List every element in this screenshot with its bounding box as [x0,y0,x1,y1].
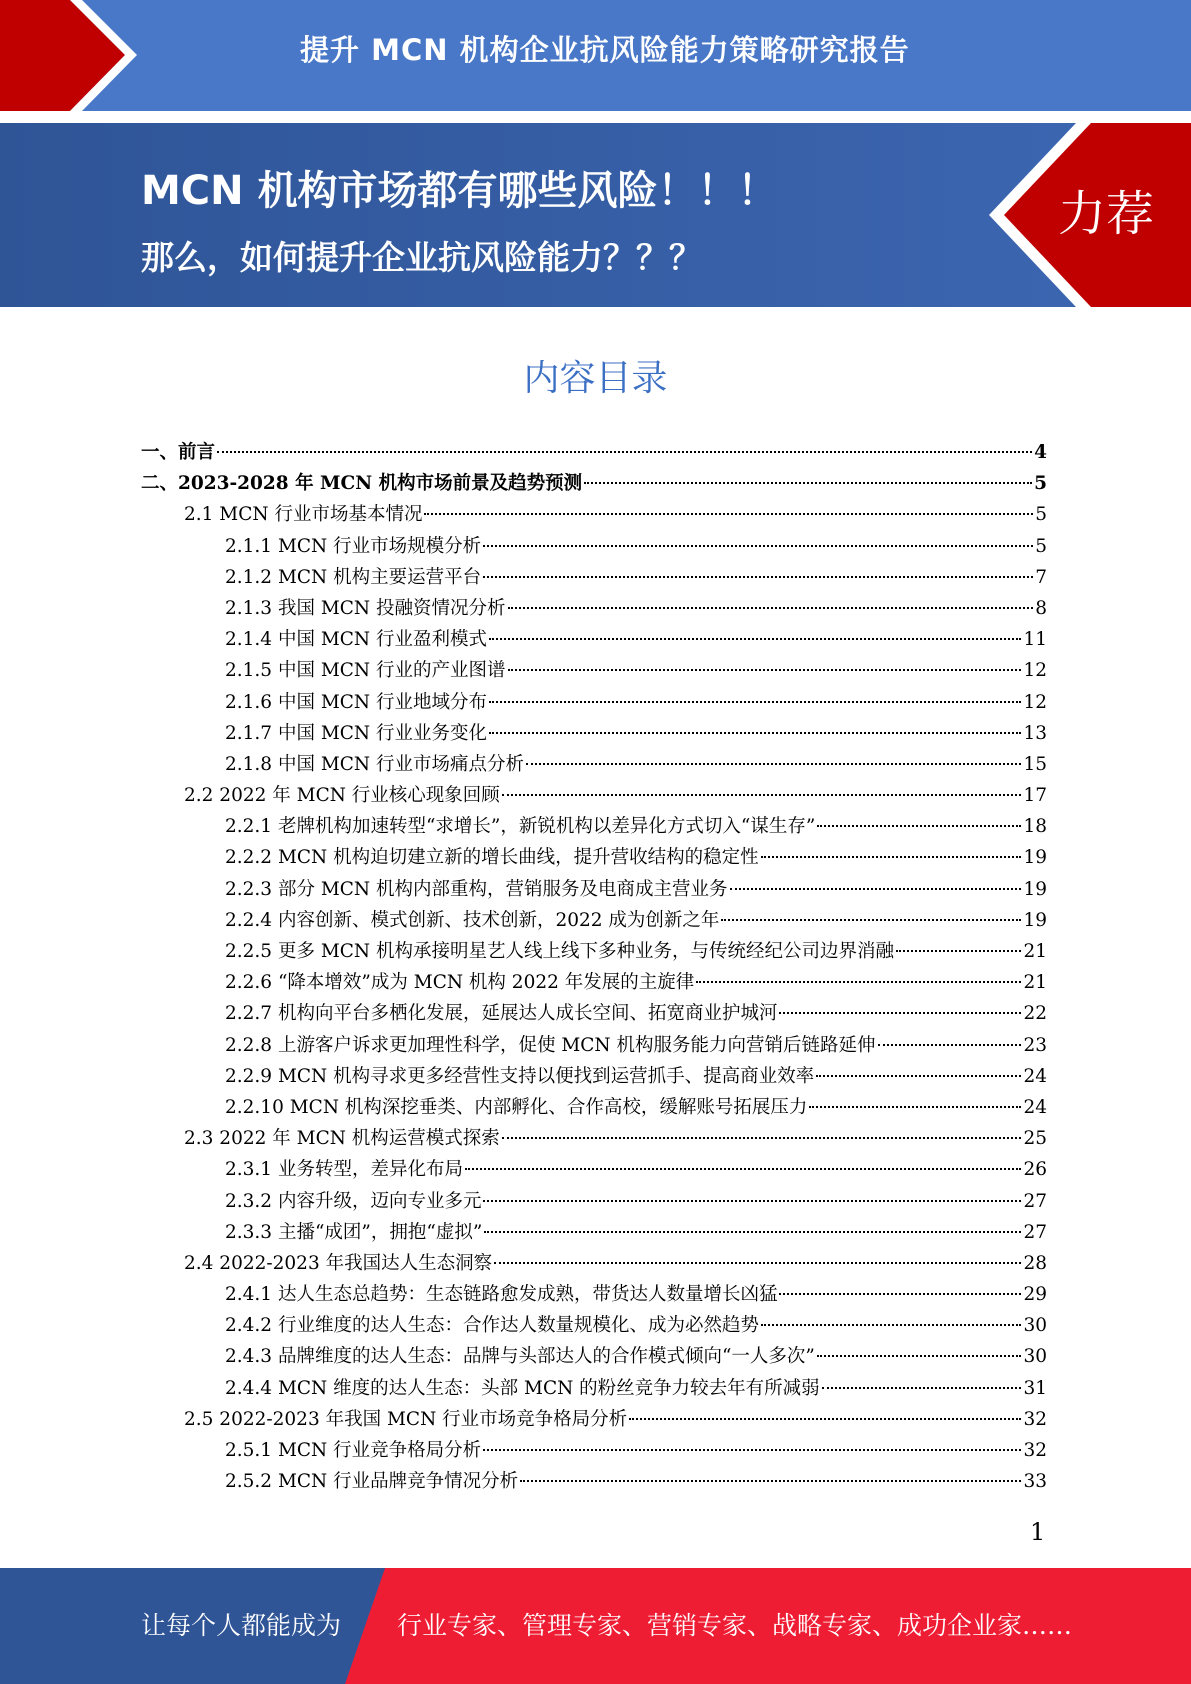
toc-dot-leader [465,1168,1021,1170]
toc-entry-title: 2.2.6 “降本增效”成为 MCN 机构 2022 年发展的主旋律 [225,972,695,994]
toc-entry-page: 28 [1023,1252,1047,1274]
toc-dot-leader [483,545,1033,547]
toc-entry-page: 33 [1023,1471,1047,1493]
toc-dot-leader [878,1044,1022,1046]
toc-entry[interactable] [141,655,1047,686]
toc-entry-title: 2.3.2 内容升级，迈向专业多元 [225,1190,482,1212]
footer-banner [0,1568,1191,1684]
toc-entry-title: 2.5.1 MCN 行业竞争格局分析 [225,1440,482,1461]
toc-entry-title: 2.4.3 品牌维度的达人生态：品牌与头部达人的合作模式倾向“一人多次” [225,1346,815,1368]
toc-entry-page: 27 [1023,1190,1047,1212]
toc-entry-page: 5 [1034,473,1047,495]
toc-entry-page: 19 [1023,909,1047,931]
toc-entry-page: 7 [1035,566,1047,588]
toc-entry-page: 21 [1023,941,1047,962]
page-number: 1 [1030,1518,1046,1546]
toc-entry[interactable] [141,1466,1047,1497]
toc-dot-leader [761,856,1022,858]
toc-dot-leader [809,1106,1021,1108]
toc-entry[interactable] [141,1061,1047,1092]
toc-entry-title: 2.4.2 行业维度的达人生态：合作达人数量规模化、成为必然趋势 [225,1315,759,1337]
toc-entry-title: 2.1.6 中国 MCN 行业地域分布 [225,691,487,713]
toc-dot-leader [817,825,1021,827]
toc-dot-leader [730,888,1022,890]
toc-entry[interactable] [141,1404,1047,1435]
toc-dot-leader [896,950,1021,952]
toc-entry-title: 2.2.1 老牌机构加速转型“求增长”，新锐机构以差异化方式切入“谋生存” [225,816,816,838]
toc-entry[interactable] [141,780,1047,811]
toc-entry-title: 2.1 MCN 行业市场基本情况 [184,504,423,526]
recommend-badge-text: 力荐 [1058,186,1155,242]
report-title: 提升 MCN 机构企业抗风险能力策略研究报告 [300,33,910,67]
toc-entry[interactable] [141,842,1047,873]
toc-dot-leader [424,513,1033,515]
toc-entry[interactable] [141,1154,1047,1185]
toc-dot-leader [489,701,1021,703]
toc-dot-leader [502,794,1022,796]
hero-subheadline: 那么，如何提升企业抗风险能力？？？ [141,238,702,277]
toc-dot-leader [779,1293,1021,1295]
toc-entry[interactable] [141,1373,1047,1404]
toc-entry-page: 23 [1023,1034,1047,1056]
hero-banner [0,123,1191,307]
toc-entry-title: 2.1.1 MCN 行业市场规模分析 [225,535,482,557]
toc-entry-page: 31 [1023,1377,1047,1399]
toc-dot-leader [217,451,1032,453]
toc-entry[interactable] [141,593,1047,624]
toc-entry-page: 30 [1023,1346,1047,1368]
toc-entry[interactable] [141,1248,1047,1279]
toc-dot-leader [489,638,1021,640]
toc-entry[interactable] [141,811,1047,842]
toc-entry-page: 26 [1023,1159,1047,1181]
toc-entry-title: 2.5 2022-2023 年我国 MCN 行业市场竞争格局分析 [184,1408,628,1430]
toc-entry-title: 2.2.5 更多 MCN 机构承接明星艺人线上线下多种业务，与传统经纪公司边界消融 [225,941,895,962]
toc-entry[interactable] [141,749,1047,780]
toc-dot-leader [721,919,1021,921]
toc-entry-page: 19 [1023,878,1047,900]
toc-entry-title: 2.1.5 中国 MCN 行业的产业图谱 [225,660,506,682]
toc-dot-leader [629,1418,1021,1420]
toc-entry[interactable] [141,499,1047,530]
toc-entry-title: 2.2.9 MCN 机构寻求更多经营性支持以便找到运营抓手、提高商业效率 [225,1065,815,1087]
toc-entry-page: 24 [1023,1096,1047,1118]
toc-dot-leader [502,1137,1022,1139]
toc-entry[interactable] [141,874,1047,905]
toc-entry-page: 5 [1035,535,1047,557]
toc-entry[interactable] [141,1123,1047,1154]
toc-entry-title: 2.3.1 业务转型，差异化布局 [225,1159,463,1181]
toc-entry[interactable] [141,998,1047,1029]
toc-entry[interactable] [141,468,1047,499]
toc-entry-page: 24 [1023,1065,1047,1087]
toc-dot-leader [483,576,1033,578]
toc-entry-page: 17 [1023,785,1047,807]
toc-entry-page: 22 [1023,1003,1047,1025]
toc-dot-leader [526,763,1021,765]
toc-dot-leader [779,1012,1021,1014]
toc-dot-leader [483,1449,1021,1451]
toc-entry-title: 2.4.1 达人生态总趋势：生态链路愈发成熟，带货达人数量增长凶猛 [225,1284,778,1306]
toc-entry[interactable] [141,1030,1047,1061]
toc-entry-title: 2.1.3 我国 MCN 投融资情况分析 [225,597,506,619]
toc-dot-leader [489,732,1021,734]
toc-entry-title: 一、前言 [141,442,216,463]
toc-entry[interactable] [141,624,1047,655]
toc-entry-title: 2.4.4 MCN 维度的达人生态：头部 MCN 的粉丝竞争力较去年有所减弱 [225,1377,820,1399]
toc-entry-title: 2.2.8 上游客户诉求更加理性科学，促使 MCN 机构服务能力向营销后链路延伸 [225,1034,876,1056]
toc-dot-leader [822,1387,1022,1389]
toc-entry-page: 11 [1023,629,1047,651]
toc-entry-title: 2.2.10 MCN 机构深挖垂类、内部孵化、合作高校，缓解账号拓展压力 [225,1096,808,1118]
toc-entry-title: 2.3 2022 年 MCN 机构运营模式探索 [184,1128,500,1150]
toc-entry-title: 2.1.7 中国 MCN 行业业务变化 [225,722,487,744]
toc-entry-page: 5 [1035,504,1047,526]
toc-entry-page: 4 [1034,442,1047,463]
toc-entry-page: 8 [1035,597,1047,619]
toc-entry[interactable] [141,1186,1047,1217]
toc-dot-leader [761,1324,1021,1326]
toc-entry-page: 12 [1023,660,1047,682]
toc-entry-title: 2.4 2022-2023 年我国达人生态洞察 [184,1252,493,1274]
toc-entry-page: 19 [1023,847,1047,869]
toc-entry[interactable] [141,531,1047,562]
top-banner [0,0,1191,111]
toc-dot-leader [584,482,1032,484]
toc-entry-title: 2.2 2022 年 MCN 行业核心现象回顾 [184,785,500,807]
toc-dot-leader [494,1262,1021,1264]
toc-entry[interactable] [141,905,1047,936]
toc-dot-leader [484,1231,1021,1233]
toc-entry[interactable] [141,1310,1047,1341]
toc-entry-title: 2.2.7 机构向平台多栖化发展，延展达人成长空间、拓宽商业护城河 [225,1003,778,1025]
toc-entry-page: 32 [1023,1408,1047,1430]
toc-entry[interactable] [141,687,1047,718]
toc-dot-leader [483,1200,1021,1202]
toc-entry-page: 18 [1023,816,1047,838]
toc-entry[interactable] [141,437,1047,468]
footer-slogan-left: 让每个人都能成为 [141,1611,342,1640]
toc-entry-title: 2.1.2 MCN 机构主要运营平台 [225,566,482,588]
toc-entry[interactable] [141,1279,1047,1310]
toc-dot-leader [816,1075,1021,1077]
toc-entry-title: 2.5.2 MCN 行业品牌竞争情况分析 [225,1471,519,1493]
toc-entry-page: 15 [1023,753,1047,775]
toc-heading: 内容目录 [523,358,668,399]
toc-entry[interactable] [141,967,1047,998]
red-arrow-decoration [0,0,160,111]
toc-entry[interactable] [141,562,1047,593]
toc-dot-leader [508,669,1022,671]
hero-headline: MCN 机构市场都有哪些风险！！！ [141,168,778,214]
toc-entry-title: 2.1.8 中国 MCN 行业市场痛点分析 [225,753,524,775]
toc-dot-leader [508,607,1034,609]
toc-entry[interactable] [141,1435,1047,1466]
toc-entry-title: 2.2.2 MCN 机构迫切建立新的增长曲线，提升营收结构的稳定性 [225,847,759,869]
toc-entry-title: 2.2.3 部分 MCN 机构内部重构，营销服务及电商成主营业务 [225,878,728,900]
footer-slogan-right: 行业专家、管理专家、营销专家、战略专家、成功企业家…… [397,1611,1073,1640]
toc-dot-leader [696,981,1021,983]
toc-entry-title: 二、2023-2028 年 MCN 机构市场前景及趋势预测 [141,473,583,495]
toc-entry-page: 13 [1023,722,1047,744]
toc-entry-title: 2.1.4 中国 MCN 行业盈利模式 [225,629,487,651]
toc-dot-leader [520,1480,1021,1482]
toc-entry[interactable] [141,1217,1047,1248]
toc-entry[interactable] [141,936,1047,967]
toc-entry-page: 32 [1023,1440,1047,1461]
toc-entry[interactable] [141,718,1047,749]
toc-entry-page: 12 [1023,691,1047,713]
toc-entry[interactable] [141,1092,1047,1123]
toc-dot-leader [817,1355,1022,1357]
toc-entry-title: 2.2.4 内容创新、模式创新、技术创新，2022 成为创新之年 [225,909,720,931]
toc-entry-page: 29 [1023,1284,1047,1306]
table-of-contents [141,437,1047,1497]
banner-divider [0,111,1191,123]
toc-entry-title: 2.3.3 主播“成团”，拥抱“虚拟” [225,1221,483,1243]
toc-entry[interactable] [141,1341,1047,1372]
toc-entry-page: 21 [1023,972,1047,994]
toc-entry-page: 30 [1023,1315,1047,1337]
toc-entry-page: 27 [1023,1221,1047,1243]
toc-entry-page: 25 [1023,1128,1047,1150]
